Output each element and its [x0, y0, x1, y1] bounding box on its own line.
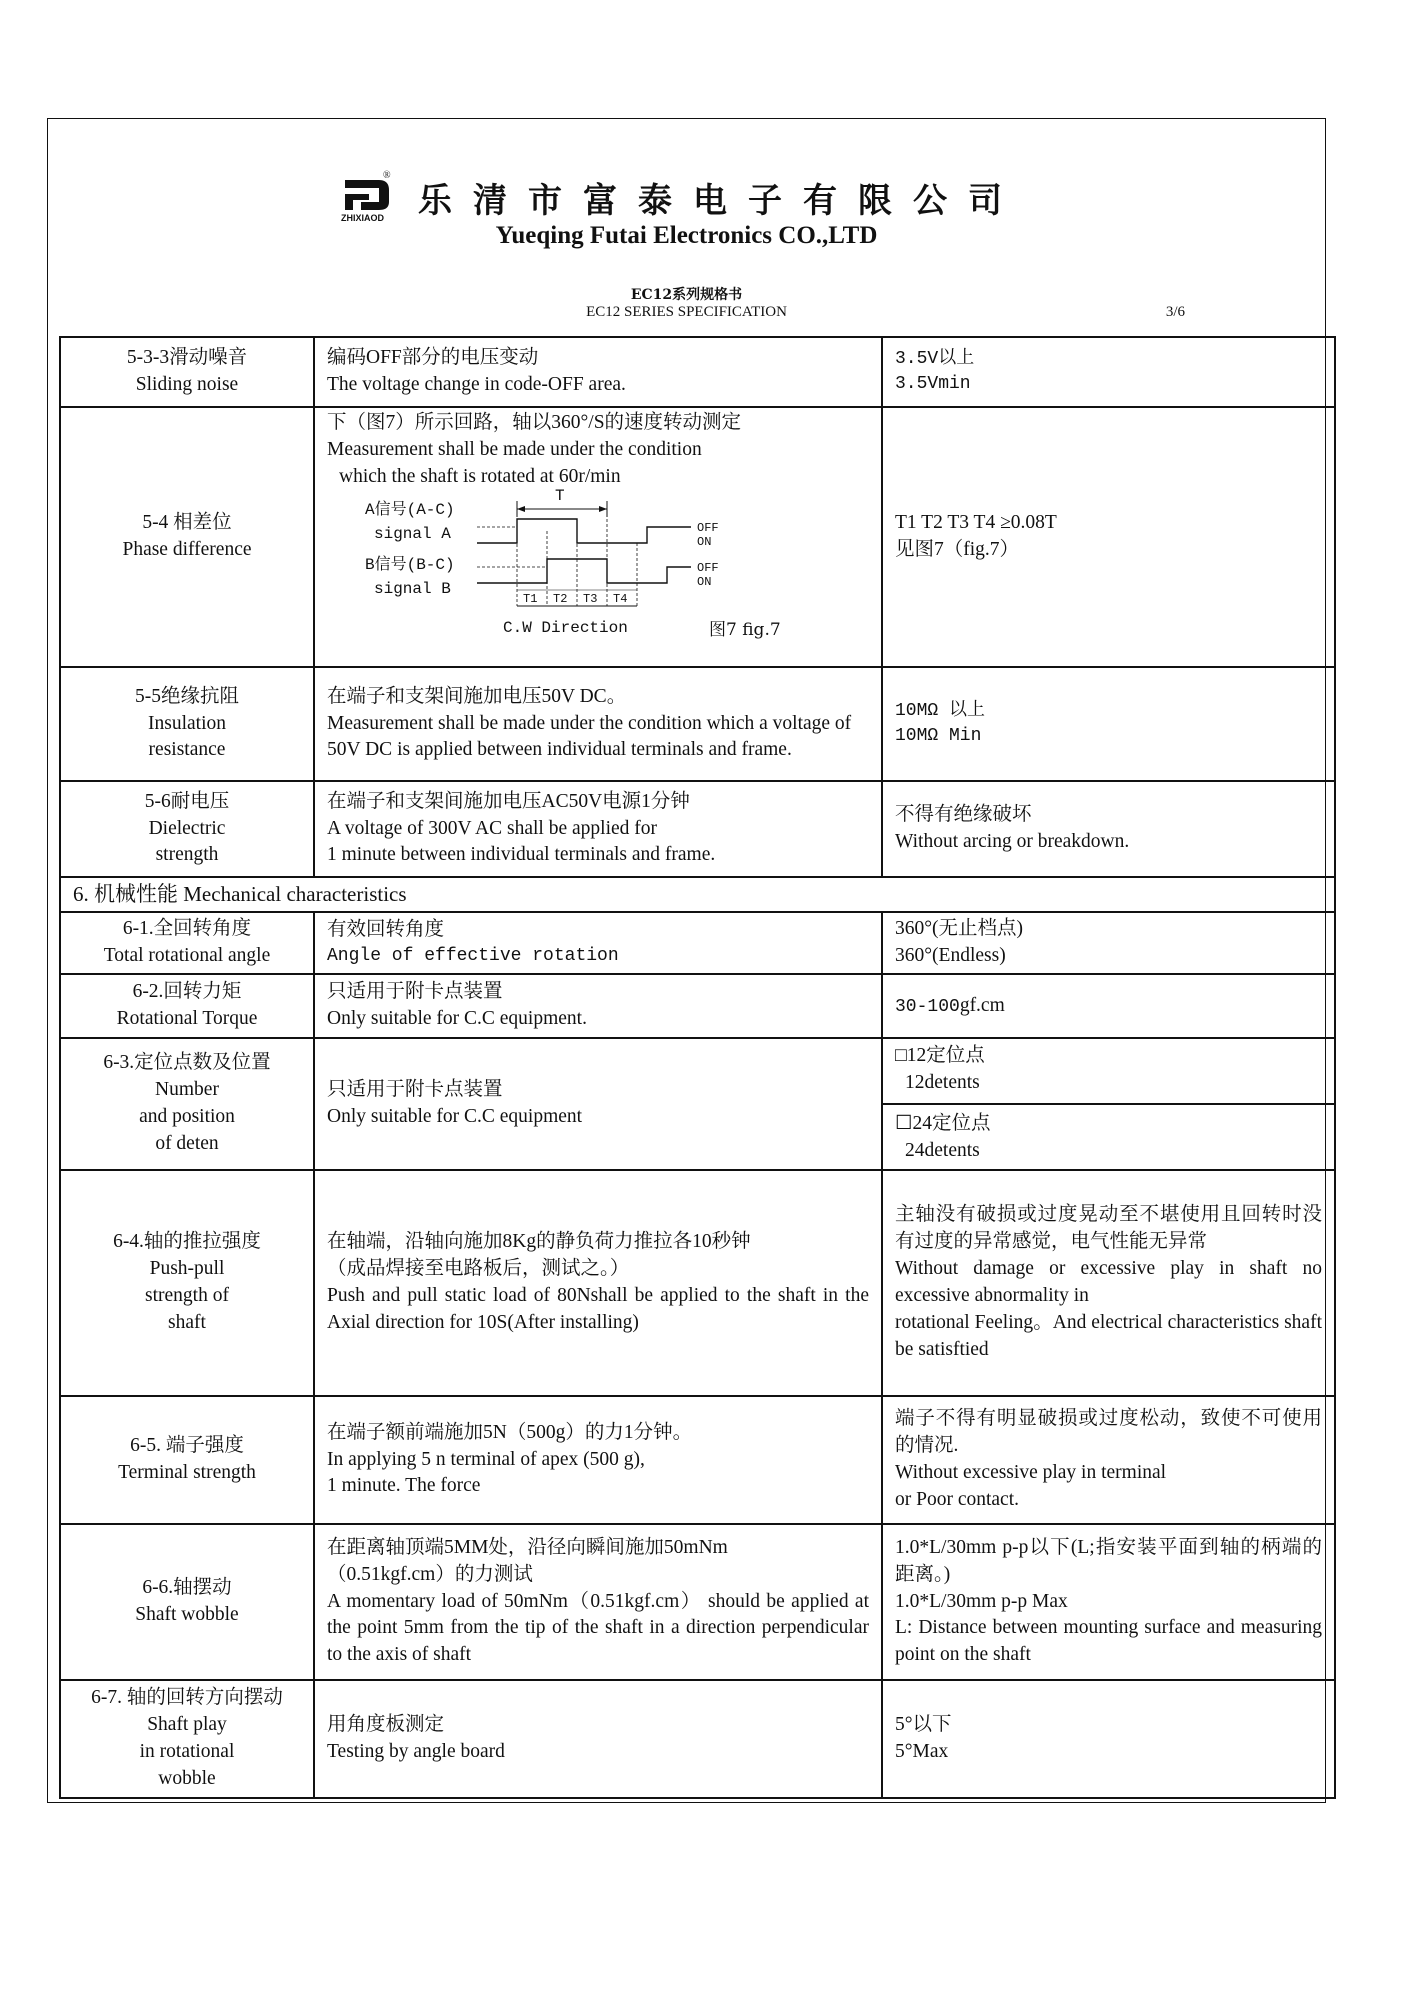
spec-title-cn: EC12系列规格书 [630, 287, 743, 303]
spec-en: 360°(Endless) [895, 944, 1006, 966]
item-name-cn: 5-6耐电压 [144, 790, 230, 812]
condition-cn: 只适用于附卡点装置 [327, 1079, 503, 1101]
item-name-en: Phase difference [122, 539, 252, 560]
signal-a-off-label: OFF [697, 520, 719, 535]
item-name-en: and position [139, 1105, 235, 1127]
condition-en: 1 minute between individual terminals and frame. [327, 844, 716, 866]
condition-cell [314, 974, 882, 1038]
item-cell [60, 407, 314, 667]
spec-cn: 不得有绝缘破坏 [895, 804, 1032, 826]
spec-cell [882, 1038, 1335, 1170]
condition-cell [314, 781, 882, 877]
table-row [60, 781, 1335, 877]
spec-en: rotational Feeling。And electrical characteristics shaft be satisftied [895, 1311, 1322, 1360]
table-row [60, 667, 1335, 781]
detent-option-cn: ☐24定位点 [895, 1112, 991, 1134]
item-cell [60, 1170, 314, 1396]
svg-text:ZHIXIAOD: ZHIXIAOD [341, 213, 385, 223]
condition-cn: 只适用于附卡点装置 [327, 981, 503, 1003]
spec-en: Without arcing or breakdown. [895, 831, 1130, 852]
condition-en: Testing by angle board [327, 1740, 505, 1762]
condition-en: Measurement shall be made under the condition [327, 438, 702, 460]
period-label: T [555, 486, 565, 505]
spec-en: 1.0*L/30mm p-p Max [895, 1590, 1068, 1612]
document-header [48, 119, 1325, 339]
table-row [60, 1170, 1335, 1396]
spec-cell [882, 974, 1335, 1038]
section-row [60, 877, 1335, 912]
signal-b-on-label: ON [697, 574, 712, 589]
detent-option-24 [883, 1105, 1334, 1167]
spec-cell [882, 781, 1335, 877]
signal-a-on-label: ON [697, 534, 712, 549]
condition-cn: 有效回转角度 [327, 919, 445, 941]
condition-en: Only suitable for C.C equipment. [327, 1007, 587, 1029]
signal-b-off-label: OFF [697, 560, 719, 575]
item-cell [60, 781, 314, 877]
table-row [60, 912, 1335, 974]
item-name-en: Total rotational angle [103, 944, 271, 966]
condition-cell [314, 407, 882, 667]
condition-en: A momentary load of 50mNm（0.51kgf.cm） should be applied at the point 5mm from the tip of the shaft in a direction perpendicular to the axis of shaft [327, 1590, 869, 1666]
section-heading: 6. 机械性能 Mechanical characteristics [60, 877, 1335, 912]
item-cell [60, 912, 314, 974]
spec-cn: 10MΩ 以上 [895, 701, 986, 722]
company-name-en: Yueqing Futai Electronics CO.,LTD [495, 222, 878, 249]
spec-cell [882, 1680, 1335, 1798]
company-logo [339, 170, 401, 224]
condition-cell [314, 667, 882, 781]
spec-cn: 3.5V以上 [895, 349, 975, 370]
item-name-en: Insulation [148, 712, 226, 734]
spec-cell [882, 912, 1335, 974]
document-frame [47, 118, 1326, 1803]
item-name-en: Shaft wobble [135, 1603, 239, 1625]
spec-cn: 360°(无止档点) [895, 918, 1024, 940]
registered-mark: ® [383, 170, 391, 181]
spec-title-en: EC12 SERIES SPECIFICATION [586, 304, 787, 320]
spec-en: 5°Max [895, 1740, 949, 1762]
spec-cell [882, 1396, 1335, 1524]
torque-unit: gf.cm [959, 994, 1005, 1016]
condition-cell [314, 1170, 882, 1396]
item-name-en: Shaft play [147, 1714, 227, 1736]
signal-b-label-cn: B信号(B-C) [365, 555, 455, 574]
item-cell [60, 667, 314, 781]
condition-en: Measurement shall be made under the condition which a voltage of 50V DC is applied between individual terminals and frame. [327, 712, 852, 761]
detent-option-cn: □12定位点 [895, 1045, 985, 1067]
item-name-en: Sliding noise [135, 374, 239, 395]
spec-cn: 1.0*L/30mm p-p以下(L;指安装平面到轴的柄端的距离。) [895, 1536, 1322, 1585]
condition-cell [314, 1524, 882, 1680]
item-name-en: of deten [155, 1132, 219, 1154]
condition-cell [314, 1396, 882, 1524]
spec-cell [882, 1170, 1335, 1396]
condition-cell [314, 1680, 882, 1798]
condition-cell [314, 1038, 882, 1170]
t2-label: T2 [553, 591, 568, 606]
condition-en: Push and pull static load of 80Nshall be applied to the shaft in the Axial direction for 10S(After installing) [327, 1284, 869, 1333]
phase-diagram [327, 486, 847, 646]
table-row [60, 1680, 1335, 1798]
spec-cell [882, 1524, 1335, 1680]
direction-label: C.W Direction [503, 618, 628, 637]
spec-en: 10MΩ Min [895, 726, 982, 746]
condition-cn: 在端子额前端施加5N（500g）的力1分钟。 [327, 1421, 693, 1443]
item-name-cn: 5-4 相差位 [142, 512, 232, 534]
t4-label: T4 [613, 591, 628, 606]
table-row [60, 337, 1335, 407]
condition-cn: 在端子和支架间施加电压AC50V电源1分钟 [327, 790, 690, 812]
item-cell [60, 1396, 314, 1524]
item-name-en: resistance [148, 739, 226, 761]
logo-mark-icon [339, 174, 399, 224]
condition-cn: （0.51kgf.cm）的力测试 [327, 1563, 533, 1585]
item-name-cn: 6-3.定位点数及位置 [103, 1052, 271, 1074]
spec-en: or Poor contact. [895, 1488, 1020, 1510]
condition-cn: 用角度板测定 [327, 1714, 445, 1736]
detent-option-en: 12detents [905, 1072, 980, 1094]
item-name-cn: 5-3-3滑动噪音 [126, 347, 248, 369]
item-name-en: Number [155, 1079, 219, 1101]
item-name-en: strength [155, 844, 219, 866]
spec-value: T1 T2 T3 T4 ≥0.08T [895, 512, 1057, 534]
item-name-cn: 6-7. 轴的回转方向摆动 [91, 1687, 283, 1709]
item-name-en: strength of [145, 1284, 229, 1306]
spec-cn: 端子不得有明显破损或过度松动，致使不可使用的情况. [895, 1408, 1322, 1457]
spec-cell [882, 407, 1335, 667]
t1-label: T1 [523, 591, 538, 606]
condition-cn: （成品焊接至电路板后，测试之。） [327, 1258, 630, 1280]
condition-en: The voltage change in code-OFF area. [327, 374, 626, 395]
condition-en: A voltage of 300V AC shall be applied for [327, 817, 658, 839]
item-name-en: wobble [158, 1767, 216, 1789]
item-cell [60, 1680, 314, 1798]
item-name-cn: 5-5绝缘抗阻 [135, 685, 239, 707]
item-name-cn: 6-2.回转力矩 [132, 981, 242, 1003]
item-name-en: in rotational [139, 1740, 235, 1762]
condition-cn: 下（图7）所示回路，轴以360°/S的速度转动测定 [327, 412, 742, 433]
detent-option-12 [883, 1041, 1334, 1105]
condition-en: In applying 5 n terminal of apex (500 g), [327, 1448, 645, 1470]
spec-note: 见图7（fig.7） [895, 539, 1020, 560]
item-name-cn: 6-6.轴摆动 [142, 1577, 232, 1599]
item-name-en: Push-pull [149, 1258, 225, 1280]
t3-label: T3 [583, 591, 598, 606]
condition-cn: 在轴端，沿轴向施加8Kg的静负荷力推拉各10秒钟 [327, 1231, 751, 1253]
condition-cell [314, 337, 882, 407]
company-name-cn: 乐清市富泰电子有限公司 [418, 181, 1023, 221]
condition-cn: 编码OFF部分的电压变动 [327, 347, 539, 369]
condition-cell [314, 912, 882, 974]
figure-caption: 图7 fig.7 [709, 619, 781, 640]
spec-en: Without damage or excessive play in shaft no excessive abnormality in [895, 1258, 1322, 1306]
spec-cell [882, 337, 1335, 407]
item-name-en: Rotational Torque [116, 1007, 258, 1029]
item-cell [60, 1524, 314, 1680]
table-row [60, 1038, 1335, 1170]
item-name-cn: 6-4.轴的推拉强度 [113, 1231, 261, 1253]
item-name-cn: 6-5. 端子强度 [130, 1435, 244, 1457]
condition-en: 1 minute. The force [327, 1475, 481, 1497]
item-cell [60, 1038, 314, 1170]
signal-a-label-en: signal A [374, 524, 451, 543]
item-cell [60, 974, 314, 1038]
item-name-en: shaft [168, 1311, 206, 1333]
item-name-cn: 6-1.全回转角度 [122, 918, 252, 940]
table-row [60, 1396, 1335, 1524]
condition-cn: 在距离轴顶端5MM处，沿径向瞬间施加50mNm [327, 1536, 728, 1558]
item-name-en: Dielectric [148, 817, 226, 839]
condition-en: Only suitable for C.C equipment [327, 1105, 583, 1127]
table-row [60, 407, 1335, 667]
table-row [60, 1524, 1335, 1680]
spec-en: L: Distance between mounting surface and measuring point on the shaft [895, 1617, 1322, 1666]
detent-option-en: 24detents [905, 1139, 980, 1161]
condition-cn: 在端子和支架间施加电压50V DC。 [327, 685, 627, 707]
condition-en: Angle of effective rotation [327, 946, 619, 966]
spec-cn: 主轴没有破损或过度晃动至不堪使用且回转时没有过度的异常感觉，电气性能无异常 [895, 1204, 1322, 1253]
item-cell [60, 337, 314, 407]
table-row [60, 974, 1335, 1038]
spec-en: 3.5Vmin [895, 374, 971, 394]
spec-cell [882, 667, 1335, 781]
condition-en: which the shaft is rotated at 60r/min [339, 465, 621, 487]
signal-a-label-cn: A信号(A-C) [365, 500, 455, 519]
specification-table [59, 336, 1336, 1799]
signal-b-label-en: signal B [374, 579, 451, 598]
item-name-en: Terminal strength [118, 1461, 256, 1483]
torque-range: 30-100 [895, 996, 960, 1017]
spec-cn: 5°以下 [895, 1714, 952, 1736]
page-number: 3/6 [1165, 304, 1185, 320]
spec-en: Without excessive play in terminal [895, 1461, 1167, 1483]
